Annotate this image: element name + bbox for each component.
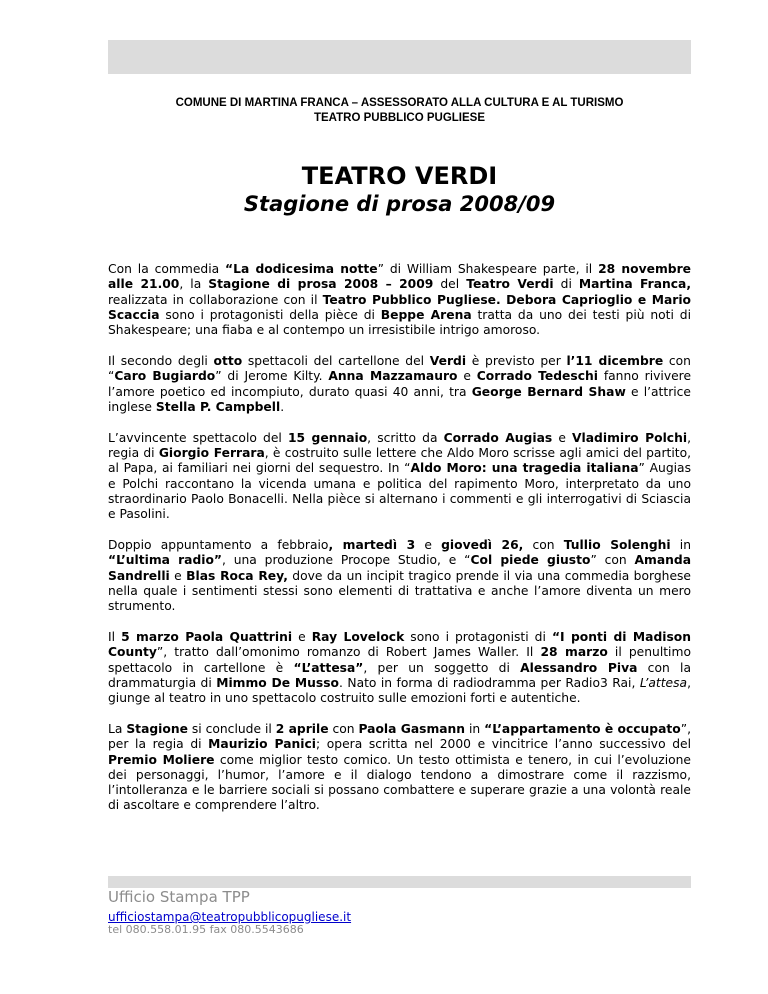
paragraph	[108, 722, 691, 814]
text-run: Aldo Moro: una tragedia italiana	[410, 461, 639, 476]
text-run: con la drammaturgia di	[108, 660, 691, 690]
text-run: dove da un incipit tragico prende il via una commedia borghese nella quale i sentimenti stessi sono elementi di trattativa e anche l’amore diventa un mero strumento.	[108, 568, 691, 614]
text-run: il penultimo spettacolo in cartellone è	[108, 645, 691, 675]
text-run: Corrado Tedeschi	[476, 369, 598, 384]
text-run: Con la commedia	[108, 262, 226, 276]
text-run: Anna Mazzamauro	[328, 369, 458, 384]
text-run: Beppe Arena	[380, 307, 472, 322]
text-run: 28 marzo	[540, 645, 608, 660]
text-run: ; opera scritta nel 2000 e vincitrice l’anno successivo del	[316, 737, 691, 752]
text-run: ”, tratto dall’omonimo romanzo di Robert James Waller. Il	[156, 645, 541, 660]
text-run: Teatro Pubblico Pugliese. Debora Caprioglio e Mario Scaccia	[108, 292, 691, 322]
paragraph	[108, 538, 691, 614]
text-run: ” di Jerome Kilty.	[215, 369, 329, 384]
text-run: Verdi	[429, 353, 467, 368]
text-run: Caro Bugiardo	[114, 369, 216, 384]
text-run: sono i protagonisti della pièce di	[159, 307, 381, 322]
text-run: e	[169, 568, 187, 583]
text-run: giovedì 26,	[441, 537, 524, 552]
page-subtitle: Stagione di prosa 2008/09	[243, 192, 556, 216]
header-bar	[108, 40, 691, 74]
text-run: 2 aprile	[275, 721, 329, 736]
text-run: fanno rivivere l’amore poetico ed incompiuto, durato quasi 40 anni, tra	[108, 369, 692, 399]
text-run: , martedì 3	[328, 537, 416, 552]
text-run: si conclude il	[187, 721, 276, 736]
paragraph	[108, 262, 691, 338]
text-run: Martina Franca,	[578, 277, 692, 292]
text-run: L’attesa	[639, 675, 688, 690]
paragraph	[108, 630, 691, 706]
document-header	[108, 96, 691, 126]
text-run: Maurizio Panici	[208, 737, 317, 752]
text-run: Col piede giusto	[470, 553, 591, 568]
text-run: spettacoli del cartellone del	[242, 353, 430, 368]
text-run: in	[465, 721, 485, 736]
text-run: Blas Roca Rey,	[186, 568, 288, 583]
text-run: di	[553, 277, 579, 292]
footer-phone: tel 080.558.01.95 fax 080.5543686	[108, 923, 304, 936]
text-run: realizzata in collaborazione con il	[108, 292, 323, 307]
text-run: Paola Gasmann	[358, 721, 466, 736]
text-run: Alessandro Piva	[520, 660, 638, 675]
text-run: sono i protagonisti di	[404, 629, 552, 644]
text-run: , è costruito sulle lettere che Aldo Moro scrisse agli amici del partito, al Papa, ai familiari nei giorni del sequestro. In “	[108, 445, 692, 476]
text-run: è previsto per	[466, 353, 567, 368]
text-run: , giunge al teatro in uno spettacolo costruito sulle emozioni forti e autentiche.	[108, 675, 691, 706]
text-run: 5 marzo Paola Quattrini	[121, 629, 293, 644]
text-run: e l’attrice inglese	[108, 384, 691, 414]
text-run: Giorgio Ferrara	[158, 445, 265, 460]
text-run: e	[457, 369, 477, 384]
text-run: , scritto da	[367, 430, 444, 445]
text-run: otto	[213, 353, 243, 368]
text-run: in	[670, 537, 691, 552]
text-run: “La dodicesima notte	[225, 262, 378, 276]
text-run: Vladimiro Polchi	[572, 430, 688, 445]
footer-office: Ufficio Stampa TPP	[108, 888, 250, 906]
text-run: “L’attesa”	[293, 660, 364, 675]
text-run: ” Augias e Polchi raccontano la vicenda umana e politica del rapimento Moro, interpretato da uno straordinario Paolo Bonacelli. Nella pièce si alternano i commenti e gli interrogativi di Sciascia e Pasolini.	[108, 461, 691, 522]
text-run: , una produzione Procope Studio, e “	[222, 553, 471, 568]
text-run: Amanda Sandrelli	[108, 553, 691, 583]
text-run: Il	[108, 629, 122, 644]
text-run: La	[108, 721, 127, 736]
text-run: Teatro Verdi	[466, 277, 554, 292]
text-run: con	[523, 537, 564, 552]
text-run: Stagione di prosa 2008 – 2009	[208, 277, 434, 292]
text-run: Stella P. Campbell	[155, 399, 281, 414]
header-line-2: TEATRO PUBBLICO PUGLIESE	[313, 112, 486, 124]
text-run: 28 novembre alle 21.00	[108, 262, 691, 292]
text-run: come miglior testo comico. Un testo ottimista e tenero, in cui l’evoluzione dei personaggi, l’humor, l’amore e il dialogo tendono a dimostrare come il razzismo, l’intolleranza e le barriere sociali si possano combattere e superare grazie a una volontà reale di ascoltare e comprendere l’altro.	[108, 752, 691, 813]
text-run: Premio Moliere	[108, 752, 215, 767]
text-run: , regia di	[108, 430, 691, 460]
header-line-1: COMUNE DI MARTINA FRANCA – ASSESSORATO ALLA CULTURA E AL TURISMO	[175, 97, 624, 109]
text-run: ”, per la regia di	[108, 721, 692, 752]
text-run: Doppio appuntamento a febbraio	[108, 537, 329, 552]
text-run: tratta da uno dei testi più noti di Shakespeare; una fiaba e al contempo un irresistibile intrigo amoroso.	[108, 307, 691, 338]
text-run: “L’appartamento è occupato	[484, 721, 681, 736]
footer-email-link[interactable]: ufficiostampa@teatropubblicopugliese.it	[108, 910, 352, 924]
text-run: Ray Lovelock	[311, 629, 405, 644]
text-run: con “	[108, 353, 691, 384]
text-run: e	[415, 537, 442, 552]
text-run: , la	[179, 277, 209, 292]
footer-bar	[108, 876, 691, 888]
text-run: Corrado Augias	[443, 430, 553, 445]
text-run: Il secondo degli	[108, 353, 214, 368]
text-run: , per un soggetto di	[363, 660, 521, 675]
text-run: .	[280, 399, 285, 414]
text-run: del	[433, 277, 467, 292]
text-run: con	[328, 721, 359, 736]
paragraph	[108, 354, 691, 415]
text-run: Mimmo De Musso	[216, 675, 340, 690]
text-run: ” di William Shakespeare parte, il	[377, 262, 599, 276]
text-run: l’11 dicembre	[566, 353, 664, 368]
text-run: e	[552, 430, 573, 445]
text-run: e	[292, 629, 312, 644]
text-run: “I ponti di Madison County	[108, 629, 691, 660]
text-run: 15 gennaio	[287, 430, 368, 445]
press-release-body	[108, 262, 691, 829]
text-run: . Nato in forma di radiodramma per Radio3 Rai,	[339, 675, 640, 690]
paragraph	[108, 431, 691, 523]
text-run: L’avvincente spettacolo del	[108, 430, 288, 445]
text-run: “L’ultima radio”	[108, 553, 223, 568]
text-run: Tullio Solenghi	[563, 537, 671, 552]
text-run: Stagione	[126, 721, 188, 736]
page-title: TEATRO VERDI	[301, 162, 498, 190]
text-run: George Bernard Shaw	[471, 384, 626, 399]
text-run: ” con	[590, 553, 635, 568]
